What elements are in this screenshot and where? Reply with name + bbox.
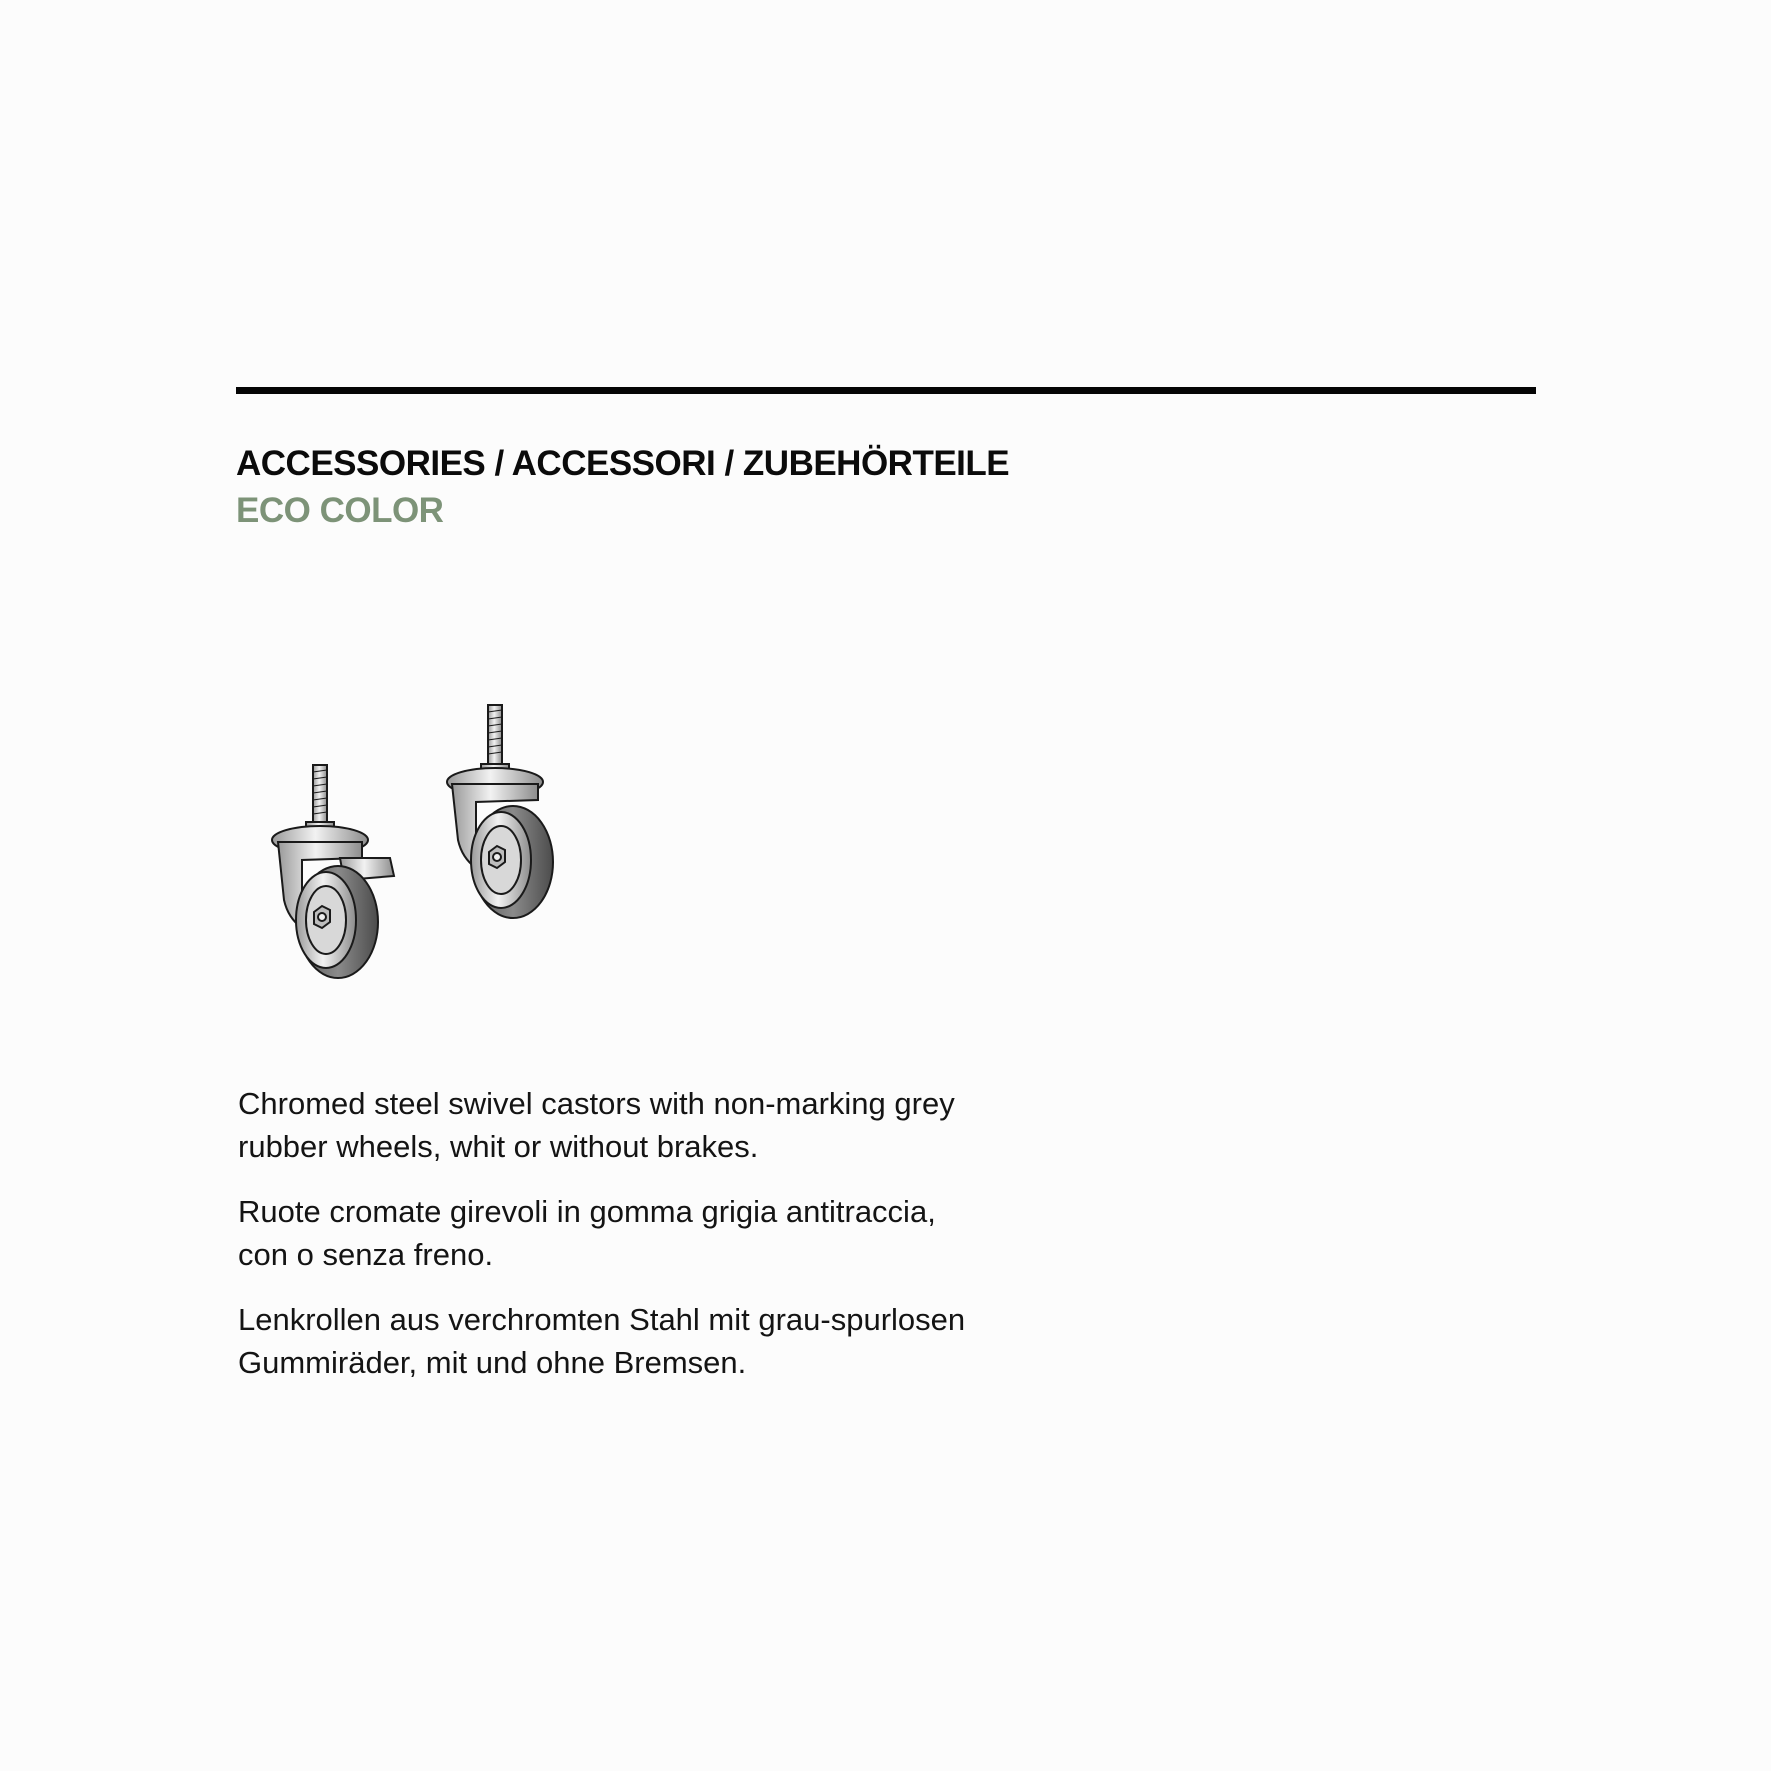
description-german [238,1298,1058,1384]
description-italian-line-1: Ruote cromate girevoli in gomma grigia antitraccia, [238,1194,936,1229]
castor-without-brake-icon [447,705,553,918]
castor-with-brake-icon [272,765,394,978]
swivel-castors-icon [270,690,590,980]
product-line-subtitle: ECO COLOR [236,491,444,530]
description-english-line-1: Chromed steel swivel castors with non-marking grey [238,1086,955,1121]
description-english [238,1082,1058,1168]
description-german-line-1: Lenkrollen aus verchromten Stahl mit grau-spurlosen [238,1302,966,1337]
page-title: ACCESSORIES / ACCESSORI / ZUBEHÖRTEILE [236,444,1010,483]
top-divider [236,387,1536,394]
description-english-line-2: rubber wheels, whit or without brakes. [238,1129,759,1164]
product-description [238,1082,1058,1406]
description-italian-line-2: con o senza freno. [238,1237,494,1272]
description-italian [238,1190,1058,1276]
description-german-line-2: Gummiräder, mit und ohne Bremsen. [238,1345,747,1380]
page-heading [236,440,1009,534]
